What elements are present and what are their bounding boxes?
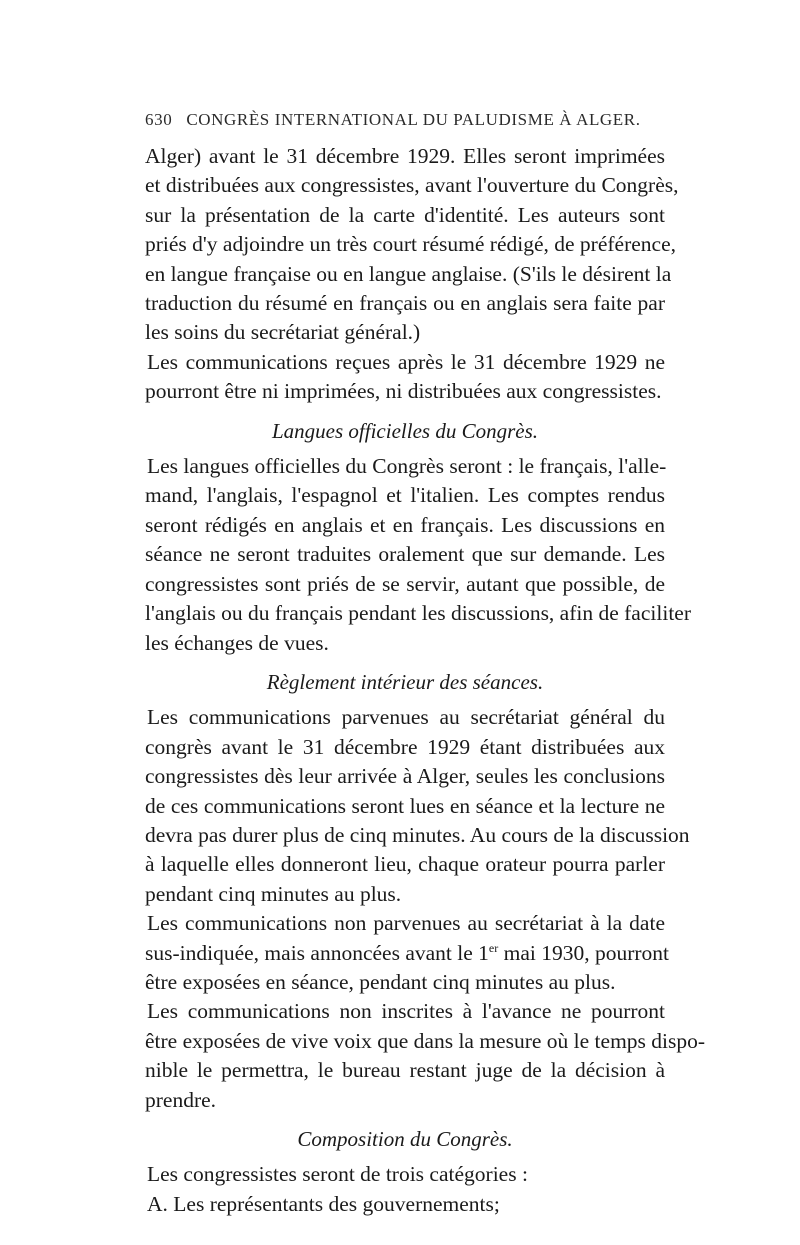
text-line: Les congressistes seront de trois catégories : [147, 1162, 528, 1187]
text-line: prendre. [145, 1087, 217, 1112]
text-line: sur la présentation de la carte d'identité. Les auteurs sont [145, 202, 665, 227]
text-line: en langue française ou en langue anglaise. (S'ils le désirent la [145, 261, 672, 286]
text-line: traduction du résumé en français ou en anglais sera faite par [145, 291, 665, 316]
paragraph-composition [145, 1160, 665, 1219]
text-line: être exposées de vive voix que dans la mesure où le temps dispo- [145, 1028, 706, 1053]
text-line: être exposées en séance, pendant cinq minutes au plus. [145, 969, 616, 994]
running-header [145, 110, 665, 130]
text-line: Les communications non inscrites à l'avance ne pourront [147, 999, 665, 1024]
text-line: et distribuées aux congressistes, avant l'ouverture du Congrès, [145, 173, 679, 198]
paragraph-unregistered-communications [145, 997, 706, 1115]
text-line: seront rédigés en anglais et en français. Les discussions en [145, 512, 665, 537]
text-line: les échanges de vues. [145, 630, 329, 655]
text-line: congressistes sont priés de se servir, autant que possible, de [145, 571, 665, 596]
text-line: congressistes dès leur arrivée à Alger, seules les conclusions [145, 764, 665, 789]
text-line: Les communications parvenues au secrétariat général du [147, 705, 665, 730]
text-line: Les communications non parvenues au secrétariat à la date [147, 911, 665, 936]
paragraph-official-languages [145, 452, 691, 658]
text-line: Alger) avant le 31 décembre 1929. Elles seront imprimées [145, 144, 665, 168]
section-heading-session-rules: Règlement intérieur des séances. [266, 669, 544, 694]
text-line: nible le permettra, le bureau restant juge de la décision à [145, 1058, 665, 1083]
section-heading-official-languages: Langues officielles du Congrès. [272, 418, 538, 443]
paragraph-unsubmitted-communications [145, 909, 670, 997]
paragraph-late-communications [145, 348, 665, 407]
section-heading-composition: Composition du Congrès. [297, 1127, 513, 1151]
paragraph-submission [145, 142, 679, 348]
text-line: Les communications reçues après le 31 décembre 1929 ne [147, 349, 665, 374]
text-fragment: sus-indiquée, mais annoncées avant le 1 [145, 940, 489, 965]
text-line: à laquelle elles donneront lieu, chaque orateur pourra parler [145, 852, 665, 877]
paragraph-session-rules [145, 703, 690, 909]
text-line: mand, l'anglais, l'espagnol et l'italien. Les comptes rendus [145, 483, 665, 508]
text-line: les soins du secrétariat général.) [145, 320, 421, 345]
book-page [145, 110, 706, 1219]
text-fragment: mai 1930, pourront [498, 940, 670, 965]
text-line: séance ne seront traduites oralement que sur demande. Les [145, 542, 665, 567]
text-line: devra pas durer plus de cinq minutes. Au cours de la discussion [145, 822, 690, 847]
text-line: l'anglais ou du français pendant les discussions, afin de faciliter [145, 601, 691, 626]
text-line [145, 939, 670, 968]
text-line: pendant cinq minutes au plus. [145, 881, 402, 906]
text-line: de ces communications seront lues en séance et la lecture ne [145, 793, 665, 818]
page-number: 630 [145, 110, 173, 129]
text-line: priés d'y adjoindre un très court résumé rédigé, de préférence, [145, 232, 676, 257]
text-line: congrès avant le 31 décembre 1929 étant distribuées aux [145, 734, 665, 759]
running-title: CONGRÈS INTERNATIONAL DU PALUDISME À ALGER. [186, 110, 641, 129]
superscript: er [488, 940, 499, 955]
text-line: Les langues officielles du Congrès seront : le français, l'alle- [147, 454, 667, 479]
text-line: A. Les représentants des gouvernements; [147, 1191, 500, 1216]
text-line: pourront être ni imprimées, ni distribuées aux congressistes. [145, 379, 662, 404]
